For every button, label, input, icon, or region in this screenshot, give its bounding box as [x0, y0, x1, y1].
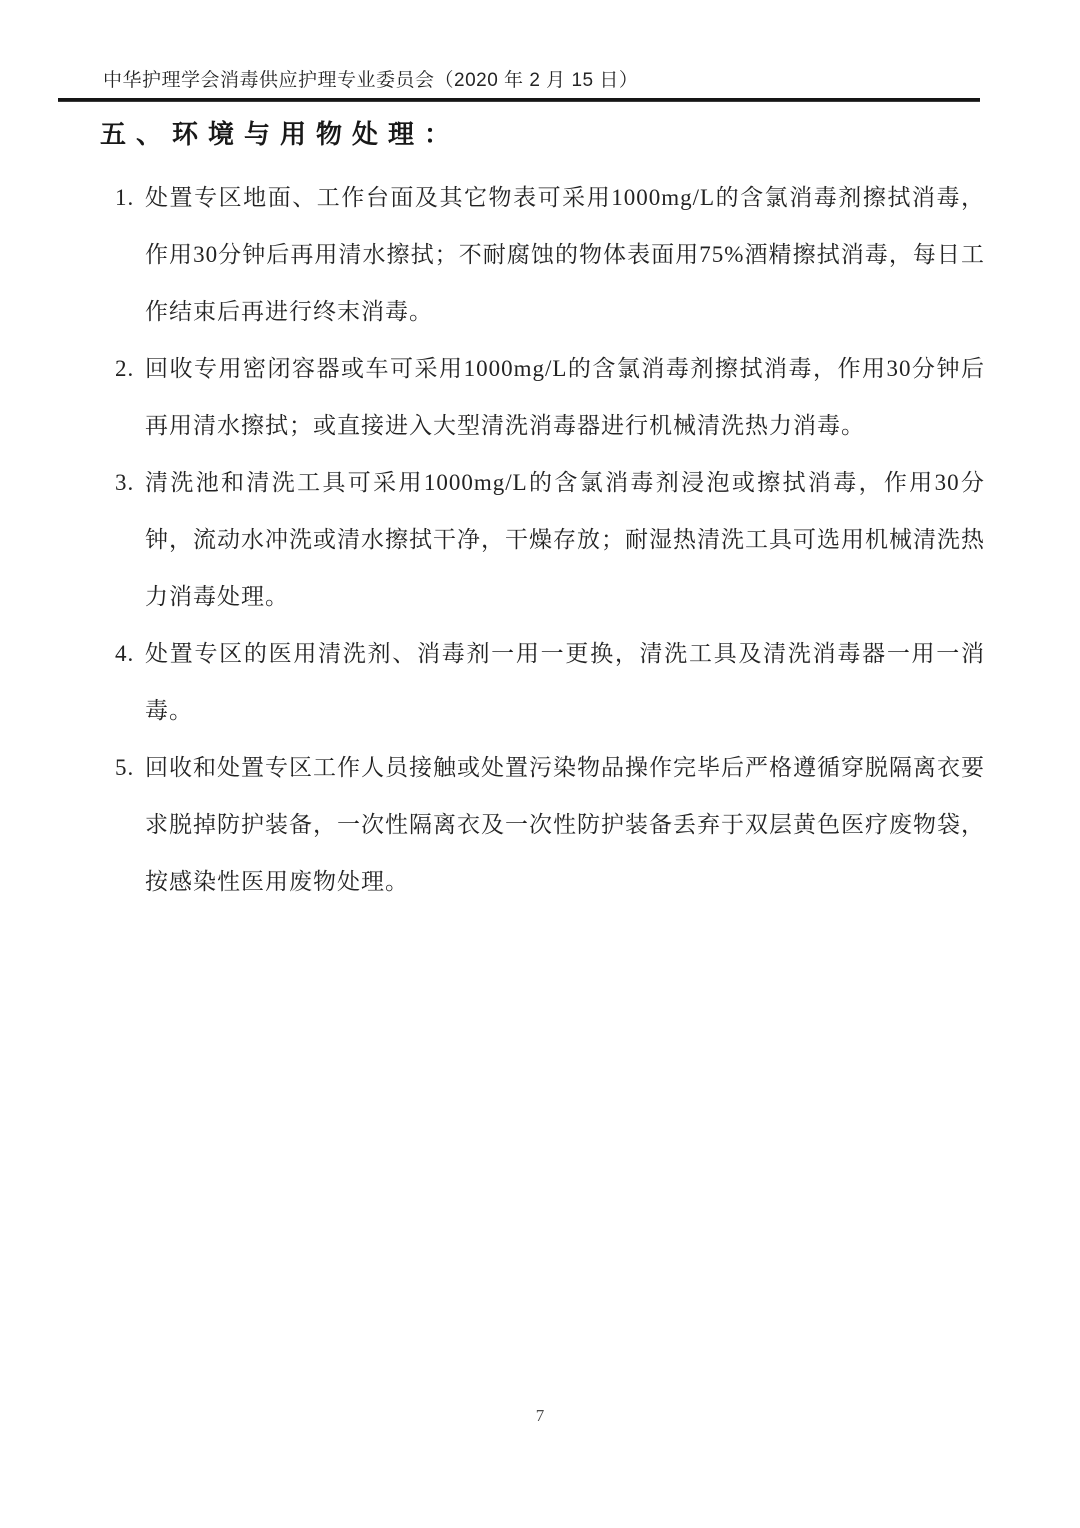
- item-number: 1.: [115, 185, 135, 210]
- item-text: 清洗池和清洗工具可采用1000mg/L的含氯消毒剂浸泡或擦拭消毒，作用30分钟，流动水冲洗或清水擦拭干净，干燥存放；耐湿热清洗工具可选用机械清洗热力消毒处理。: [145, 470, 985, 609]
- page-number: 7: [535, 1406, 545, 1425]
- header-divider: [58, 98, 980, 102]
- item-text: 处置专区地面、工作台面及其它物表可采用1000mg/L的含氯消毒剂擦拭消毒，作用30分钟后再用清水擦拭；不耐腐蚀的物体表面用75%酒精擦拭消毒，每日工作结束后再进行终末消毒。: [145, 185, 985, 324]
- item-text: 回收和处置专区工作人员接触或处置污染物品操作完毕后严格遵循穿脱隔离衣要求脱掉防护装备，一次性隔离衣及一次性防护装备丢弃于双层黄色医疗废物袋，按感染性医用废物处理。: [145, 755, 985, 894]
- list-item: [100, 340, 985, 454]
- page-header: 中华护理学会消毒供应护理专业委员会（2020 年 2 月 15 日）: [103, 70, 639, 91]
- item-number: 3.: [115, 470, 135, 495]
- item-number: 5.: [115, 755, 135, 780]
- item-number: 2.: [115, 356, 135, 381]
- list-item: [100, 739, 985, 910]
- item-text: 回收专用密闭容器或车可采用1000mg/L的含氯消毒剂擦拭消毒，作用30分钟后再用清水擦拭；或直接进入大型清洗消毒器进行机械清洗热力消毒。: [145, 356, 985, 438]
- list-item: [100, 169, 985, 340]
- list-item: [100, 625, 985, 739]
- numbered-list: [100, 169, 985, 910]
- list-item: [100, 454, 985, 625]
- section-heading: 五、环境与用物处理：: [100, 120, 461, 149]
- item-text: 处置专区的医用清洗剂、消毒剂一用一更换，清洗工具及清洗消毒器一用一消毒。: [145, 641, 985, 723]
- item-number: 4.: [115, 641, 135, 666]
